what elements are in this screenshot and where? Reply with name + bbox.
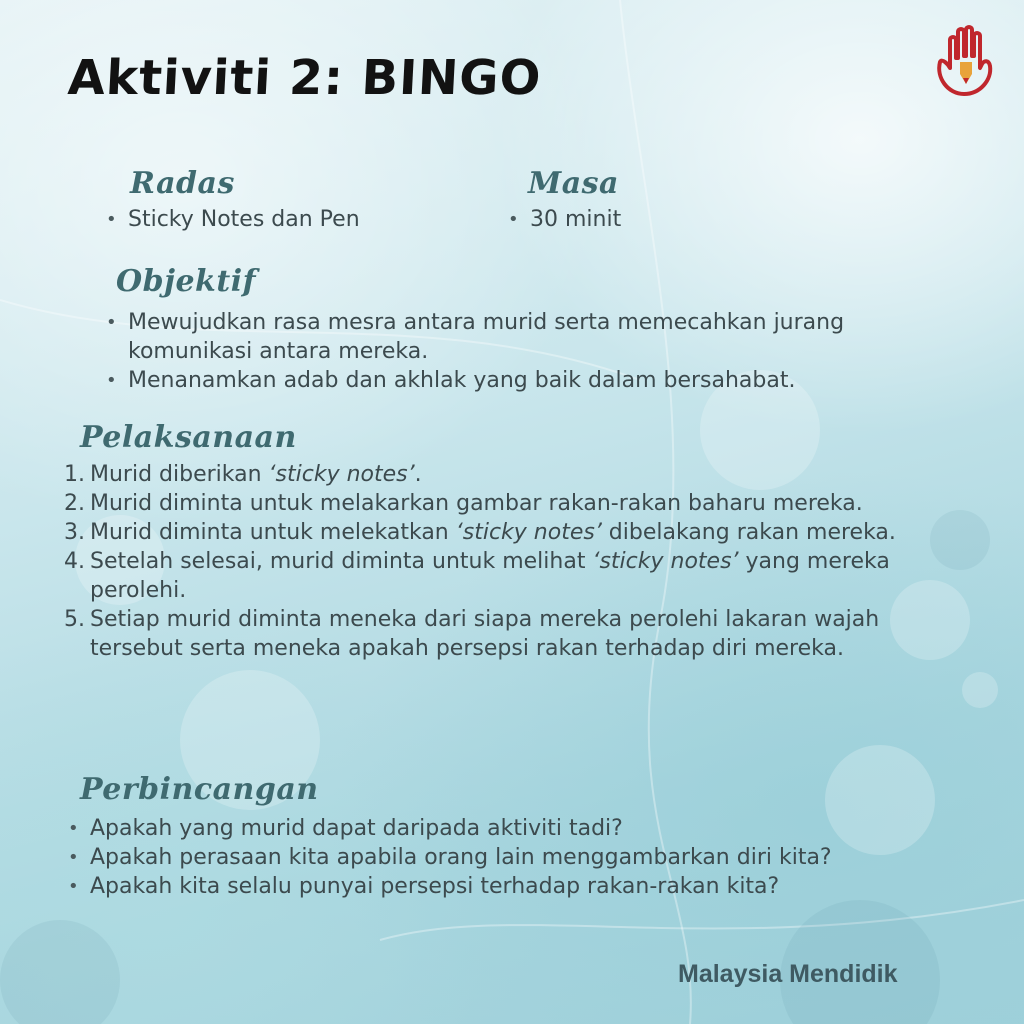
pelaksanaan-heading: Pelaksanaan	[80, 420, 297, 455]
perbincangan-heading: Perbincangan	[80, 772, 319, 807]
step-item: 1. Murid diberikan ‘sticky notes’.	[64, 462, 422, 487]
masa-list	[506, 205, 621, 234]
list-item: • Apakah kita selalu punyai persepsi terhadap rakan-rakan kita?	[66, 872, 966, 901]
step-item: 4. Setelah selesai, murid diminta untuk melihat ‘sticky notes’ yang mereka perolehi.	[64, 549, 890, 603]
page-title: Aktiviti 2: BINGO	[66, 50, 543, 106]
objektif-list	[104, 308, 944, 395]
footer-brand: Malaysia Mendidik	[678, 960, 898, 988]
radas-list	[104, 205, 360, 234]
step-item: 5. Setiap murid diminta meneka dari siapa mereka perolehi lakaran wajah tersebut serta meneka apakah persepsi rakan terhadap diri mereka.	[64, 607, 880, 661]
step-item: 3. Murid diminta untuk melekatkan ‘sticky notes’ dibelakang rakan mereka.	[64, 520, 896, 545]
objektif-heading: Objektif	[116, 264, 256, 299]
list-item: • 30 minit	[506, 205, 621, 234]
step-item: 2. Murid diminta untuk melakarkan gambar rakan-rakan baharu mereka.	[64, 491, 863, 516]
list-item: • Apakah yang murid dapat daripada aktiviti tadi?	[66, 814, 966, 843]
radas-heading: Radas	[130, 166, 235, 201]
list-item: • Menanamkan adab dan akhlak yang baik dalam bersahabat.	[104, 366, 944, 395]
masa-heading: Masa	[528, 166, 619, 201]
perbincangan-list	[66, 814, 966, 901]
list-item: • Sticky Notes dan Pen	[104, 205, 360, 234]
list-item: • Apakah perasaan kita apabila orang lain menggambarkan diri kita?	[66, 843, 966, 872]
hand-pencil-logo-icon	[932, 22, 996, 98]
list-item: • Mewujudkan rasa mesra antara murid serta memecahkan jurang komunikasi antara mereka.	[104, 308, 944, 366]
pelaksanaan-steps	[66, 460, 896, 663]
